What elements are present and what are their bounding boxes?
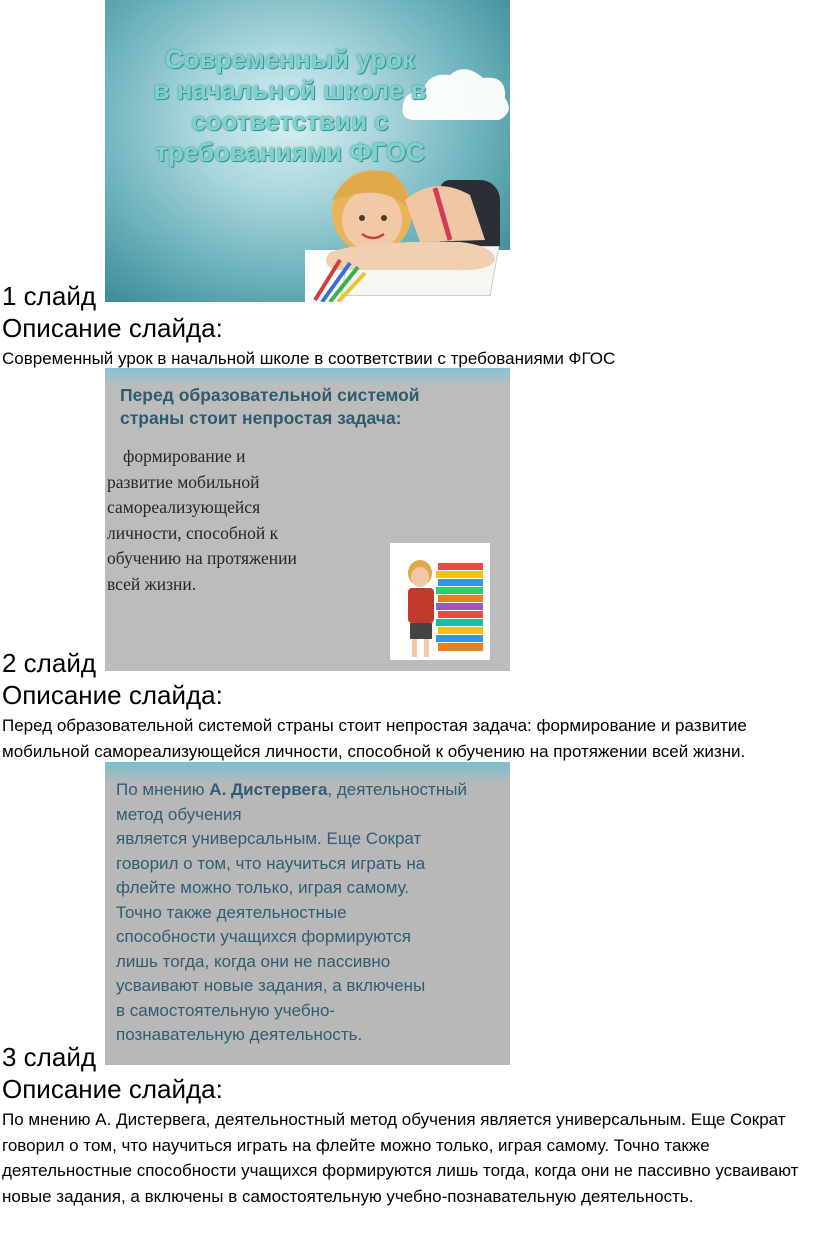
slide-2-label: 2 слайд xyxy=(2,648,97,678)
slide-3-image xyxy=(105,762,510,1065)
slide-2-heading: Перед образовательной системой страны стоит непростая задача: xyxy=(120,385,420,428)
slide-2-description-heading: Описание слайда: xyxy=(2,680,223,710)
author-name: А. Дистервега xyxy=(209,780,328,799)
slide-3-description: По мнению А. Дистервега, деятельностный метод обучения является универсальным. Еще Сократ говорил о том, что научиться играть на флейте можно только, играя самому. Точно также деятельностные способности учащихся формируются лишь тогда, когда они не пассивно усваивают новые задания, а включены в самостоятельную учебно-познавательную деятельность. xyxy=(2,1110,799,1206)
pencils-illustration xyxy=(310,255,370,302)
slide-3-description-heading: Описание слайда: xyxy=(2,1074,223,1104)
slide-2-description: Перед образовательной системой страны стоит непростая задача: формирование и развитие мобильной самореализующейся личности, способной к обучению на протяжении всей жизни. xyxy=(2,716,747,761)
slide-1-label: 1 слайд xyxy=(2,281,97,311)
slide-2-image xyxy=(105,368,510,671)
slide-1-image xyxy=(105,0,510,302)
slide-3-label: 3 слайд xyxy=(2,1042,97,1072)
girl-with-books-photo xyxy=(390,543,490,660)
slide-1-description-heading: Описание слайда: xyxy=(2,313,223,343)
slide-3-body: По мнению А. Дистервега, деятельностный метод обучения является универсальным. Еще Сократ говорил о том, что научиться играть на флейте можно только, играя самому. Точно также деятельностные способности учащихся формируются лишь тогда, когда они не пассивно усваивают новые задания, а включены в самостоятельную учебно- познавательную деятельность. xyxy=(116,780,467,1044)
slide-1-title: Современный урок в начальной школе в соответствии с требованиями ФГОС xyxy=(153,44,427,167)
slide-1-description: Современный урок в начальной школе в соответствии с требованиями ФГОС xyxy=(2,349,616,368)
slide-2-body: формирование и развитие мобильной самореализующейся личности, способной к обучению на протяжении всей жизни. xyxy=(107,446,297,594)
